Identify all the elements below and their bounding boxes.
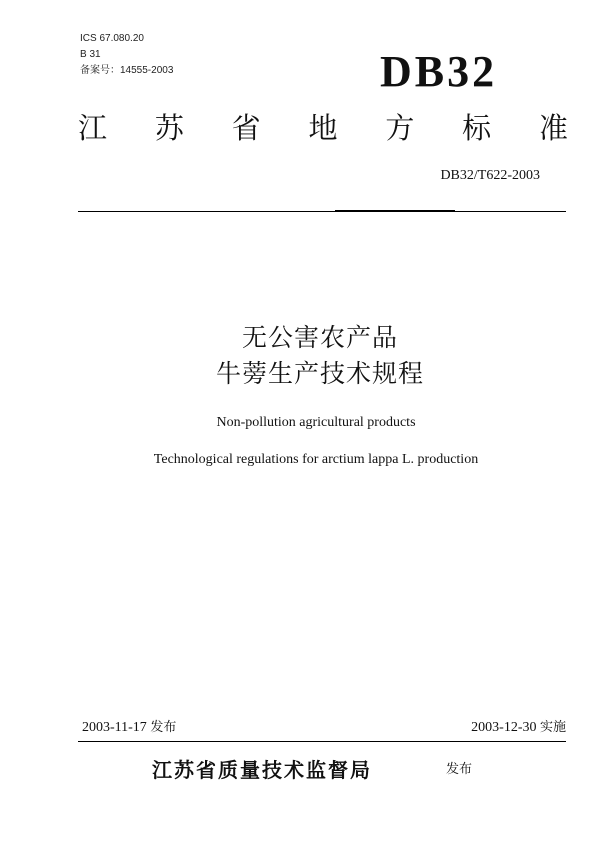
implement-date: 2003-12-30 [471,720,537,735]
ics-code: ICS 67.080.20 [80,33,144,44]
filing-number: 备案号：14555-2003 [80,65,174,76]
header-divider-accent [335,210,455,212]
standard-logo: DB32 [380,47,498,96]
standard-code: DB32/T622-2003 [440,168,540,183]
issue-label: 发布 [150,720,177,735]
standard-title-char: 地 [308,111,338,145]
issue-date-line [82,719,176,737]
standard-title-char: 准 [538,111,568,145]
standard-title-char: 方 [385,111,415,145]
standard-title-char: 江 [78,111,108,145]
document-title-cn-line2: 牛蒡生产技术规程 [215,359,424,388]
issuing-authority-suffix: 发布 [446,762,473,777]
footer-divider [78,741,566,742]
standard-category-title [78,108,568,148]
implement-label: 实施 [539,720,566,735]
header-divider [78,211,566,212]
document-title-en-line1: Non-pollution agricultural products [216,415,416,430]
standard-title-char: 标 [462,111,492,145]
ccs-code: B 31 [80,49,101,60]
document-title-cn-line1: 无公害农产品 [241,323,398,352]
standard-title-char: 省 [231,111,261,145]
issue-date: 2003-11-17 [82,720,147,735]
standard-title-char: 苏 [154,111,184,145]
implement-date-line [471,719,566,737]
document-title-en-line2: Technological regulations for arctium lappa L. production [153,452,479,467]
issuing-authority: 江苏省质量技术监督局 [152,758,372,782]
